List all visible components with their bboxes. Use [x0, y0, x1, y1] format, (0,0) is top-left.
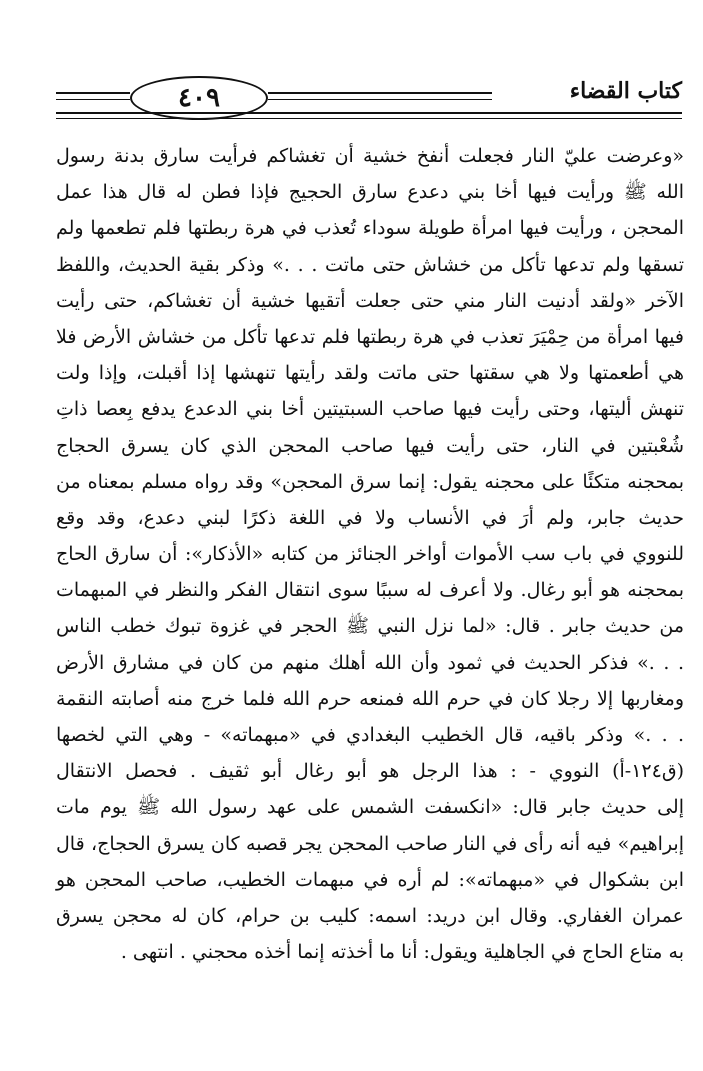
text-line: من حديث جابر . قال: «لما نزل النبي ﷺ الحجر في غزوة تبوك خطب الناس	[56, 615, 684, 638]
text-line: الآخر «ولقد أدنيت النار مني حتى جعلت أتقيها خشية أن تغشاكم، حتى رأيت	[56, 289, 684, 312]
text-line: به متاع الحاج في الجاهلية ويقول: أنا ما أخذته إنما أخذه محجني . انتهى .	[120, 941, 684, 964]
text-line: تسقها ولم تدعها تأكل من خشاش حتى ماتت . . .» وذكر بقية الحديث، واللفظ	[56, 253, 684, 276]
header-rule-left-top	[56, 92, 130, 94]
header-rule-middle-bottom	[268, 99, 492, 100]
text-line: إلى حديث جابر قال: «انكسفت الشمس على عهد رسول الله ﷺ يوم مات	[56, 796, 684, 819]
text-line: تنهش أليتها، وحتى رأيت فيها صاحب السبتيتين أخا بني الدعدع يدفع بِعصا ذاتِ	[56, 398, 684, 421]
text-line: ومغاربها إلا رجلا كان في حرم الله فمنعه حرم الله فلما خرج منه أصابته النقمة	[56, 687, 684, 710]
header-underline-bottom	[56, 118, 682, 119]
header-rule-left-bottom	[56, 99, 130, 100]
text-line: «وعرضت عليّ النار فجعلت أنفخ خشية أن تغشاكم فرأيت سارق بدنة رسول	[56, 145, 684, 167]
text-line: حديث جابر، ولم أرَ في الأنساب ولا في اللغة ذكرًا لبني دعدع، وقد وقع	[56, 506, 684, 529]
text-line: إبراهيم» فيه أنه رأى في النار صاحب المحجن يجر قصبه كان يسرق الحجاج، قال	[56, 832, 684, 855]
text-line: (ق١٢٤-أ) النووي - : هذا الرجل هو أبو رغال أبو ثقيف . فحصل الانتقال	[56, 760, 684, 783]
page-body	[56, 138, 684, 970]
page-header	[56, 72, 682, 132]
text-line: هي أطعمتها ولا هي سقتها حتى ماتت ولقد رأيتها تنهشها إذا أقبلت، وإذا ولت	[56, 362, 684, 385]
text-line: شُعْبتين في النار، حتى رأيت فيها صاحب المحجن الذي كان يسرق الحجاج	[56, 434, 684, 457]
text-line: بمحجنه هو أبو رغال. ولا أعرف له سببًا سوى انتقال الفكر والنظر في المبهمات	[56, 579, 684, 602]
book-title: كتاب القضاء	[569, 78, 682, 104]
text-line: الله ﷺ ورأيت فيها أخا بني دعدع سارق الحجيج فإذا فطن له قال هذا عمل	[56, 181, 684, 204]
text-line: عمران الغفاري. وقال ابن دريد: اسمه: كليب بن حرام، كان له محجن يسرق	[56, 904, 684, 927]
text-line: ابن بشكوال في «مبهماته»: لم أره في مبهمات الخطيب، صاحب المحجن هو	[56, 868, 684, 891]
text-line: فيها امرأة من حِمْيَرَ تعذب في هرة ربطتها فلم تدعها تأكل من خشاش الأرض فلا	[56, 325, 684, 348]
page-number: ٤٠٩	[130, 76, 268, 120]
text-line: . . .» وذكر باقيه، قال الخطيب البغدادي في «مبهماته» - وهي التي لخصها	[56, 724, 684, 746]
header-rule-middle-top	[268, 92, 492, 94]
text-line: المحجن ، ورأيت فيها امرأة طويلة سوداء تُعذب في هرة ربطتها فلم تطعمها ولم	[56, 217, 684, 240]
text-line: . . .» فذكر الحديث في ثمود وأن الله أهلك منهم من كان في مشارق الأرض	[56, 651, 684, 674]
text-line: بمحجنه متكئًا على محجنه يقول: إنما سرق المحجن» وقد رواه مسلم بمعناه من	[56, 470, 684, 493]
text-line: للنووي في باب سب الأموات أواخر الجنائز من كتابه «الأذكار»: أن سارق الحاج	[56, 543, 684, 566]
